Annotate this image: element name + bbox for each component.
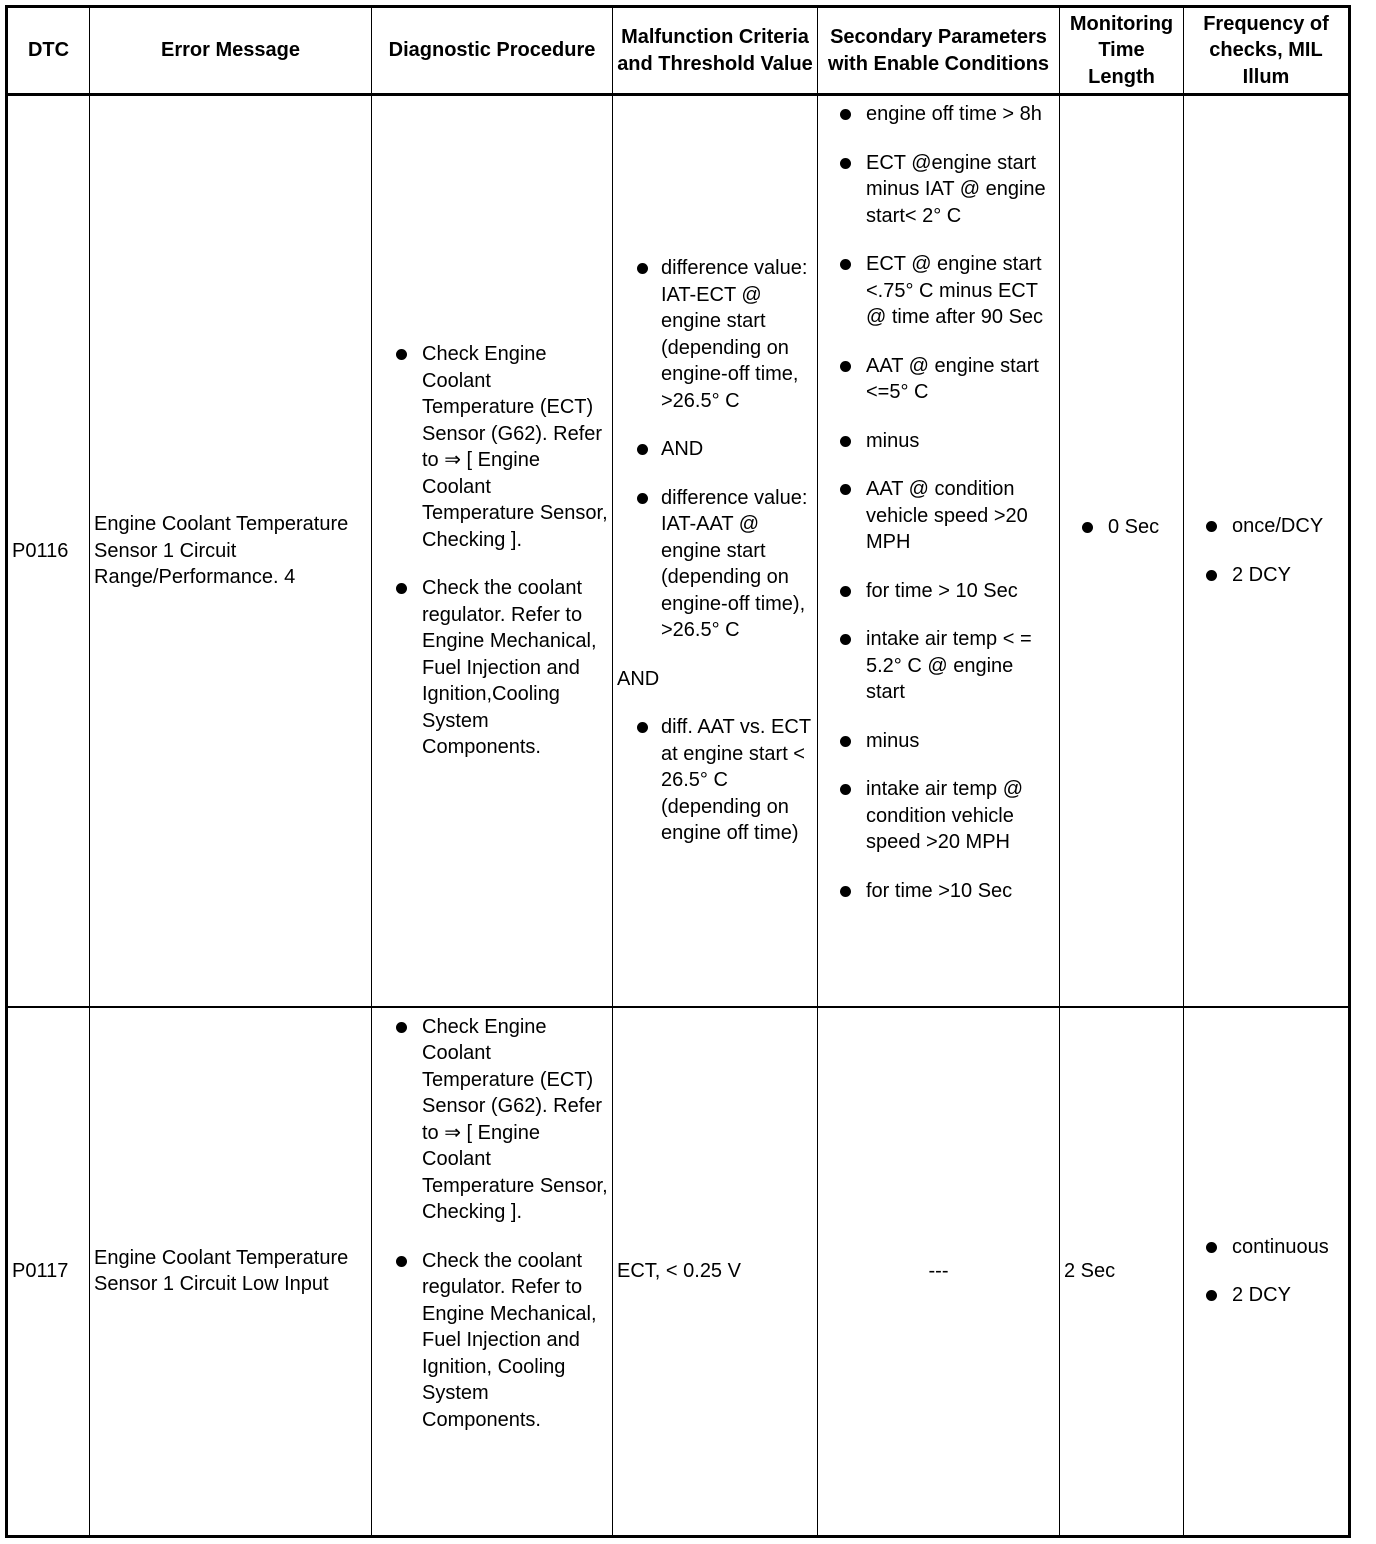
procedure-item: Check Engine Coolant Temperature (ECT) Sensor (G62). Refer to ⇒ [ Engine Coolant Temperature Sensor, Checking ].	[376, 341, 608, 553]
table-row-p0117	[7, 1007, 1350, 1537]
frequency-list	[1188, 1234, 1344, 1309]
secondary-list	[822, 101, 1055, 904]
malfunction-criteria	[613, 95, 818, 1007]
procedure-item: Check Engine Coolant Temperature (ECT) Sensor (G62). Refer to ⇒ [ Engine Coolant Temperature Sensor, Checking ].	[376, 1014, 608, 1226]
criteria-item: AND	[617, 436, 813, 463]
secondary-item: for time > 10 Sec	[822, 578, 1055, 605]
frequency-item: continuous	[1188, 1234, 1344, 1261]
secondary-item: ECT @engine start minus IAT @ engine start< 2° C	[822, 150, 1055, 230]
header-error-message: Error Message	[90, 7, 372, 95]
dtc-code: P0117	[7, 1007, 90, 1537]
frequency-item: 2 DCY	[1188, 562, 1344, 589]
header-diagnostic-procedure: Diagnostic Procedure	[372, 7, 613, 95]
secondary-item: ECT @ engine start <.75° C minus ECT @ time after 90 Sec	[822, 251, 1055, 331]
monitoring-list	[1064, 514, 1179, 541]
criteria-and: AND	[617, 667, 660, 690]
criteria-item: difference value: IAT-AAT @ engine start (depending on engine-off time), >26.5° C	[617, 485, 813, 644]
procedure-item: Check the coolant regulator. Refer to Engine Mechanical, Fuel Injection and Ignition,Cooling System Components.	[376, 575, 608, 761]
dtc-code: P0116	[7, 95, 90, 1007]
criteria-item: diff. AAT vs. ECT at engine start < 26.5° C (depending on engine off time)	[617, 714, 813, 847]
frequency-item: once/DCY	[1188, 513, 1344, 540]
header-dtc: DTC	[7, 7, 90, 95]
secondary-item: minus	[822, 728, 1055, 755]
monitoring-time: 2 Sec	[1060, 1007, 1184, 1537]
criteria-list	[617, 714, 813, 847]
malfunction-criteria: ECT, < 0.25 V	[613, 1007, 818, 1537]
monitoring-time	[1060, 95, 1184, 1007]
secondary-parameters: ---	[818, 1007, 1060, 1537]
frequency	[1184, 1007, 1350, 1537]
frequency-item: 2 DCY	[1188, 1282, 1344, 1309]
table-row-p0116	[7, 95, 1350, 1007]
error-message: Engine Coolant Temperature Sensor 1 Circuit Range/Performance. 4	[90, 95, 372, 1007]
diagnostic-procedure	[372, 95, 613, 1007]
procedure-list	[376, 341, 608, 761]
header-malfunction-criteria: Malfunction Criteria and Threshold Value	[613, 7, 818, 95]
frequency-list	[1188, 513, 1344, 588]
header-frequency: Frequency of checks, MIL Illum	[1184, 7, 1350, 95]
header-monitoring-time: Monitoring Time Length	[1060, 7, 1184, 95]
secondary-item: intake air temp @ condition vehicle speed >20 MPH	[822, 776, 1055, 856]
procedure-list	[376, 1014, 608, 1434]
secondary-item: for time >10 Sec	[822, 878, 1055, 905]
secondary-item: AAT @ condition vehicle speed >20 MPH	[822, 476, 1055, 556]
secondary-item: engine off time > 8h	[822, 101, 1055, 128]
frequency	[1184, 95, 1350, 1007]
header-row	[7, 7, 1350, 95]
error-message: Engine Coolant Temperature Sensor 1 Circuit Low Input	[90, 1007, 372, 1537]
secondary-parameters	[818, 95, 1060, 1007]
monitoring-item: 0 Sec	[1064, 514, 1179, 541]
criteria-item: difference value: IAT-ECT @ engine start (depending on engine-off time, >26.5° C	[617, 255, 813, 414]
header-secondary-parameters: Secondary Parameters with Enable Conditions	[818, 7, 1060, 95]
secondary-item: intake air temp < = 5.2° C @ engine start	[822, 626, 1055, 706]
secondary-item: minus	[822, 428, 1055, 455]
criteria-list	[617, 255, 813, 644]
secondary-item: AAT @ engine start <=5° C	[822, 353, 1055, 406]
diagnostic-procedure	[372, 1007, 613, 1537]
dtc-table	[5, 5, 1351, 1538]
procedure-item: Check the coolant regulator. Refer to Engine Mechanical, Fuel Injection and Ignition, Cooling System Components.	[376, 1248, 608, 1434]
